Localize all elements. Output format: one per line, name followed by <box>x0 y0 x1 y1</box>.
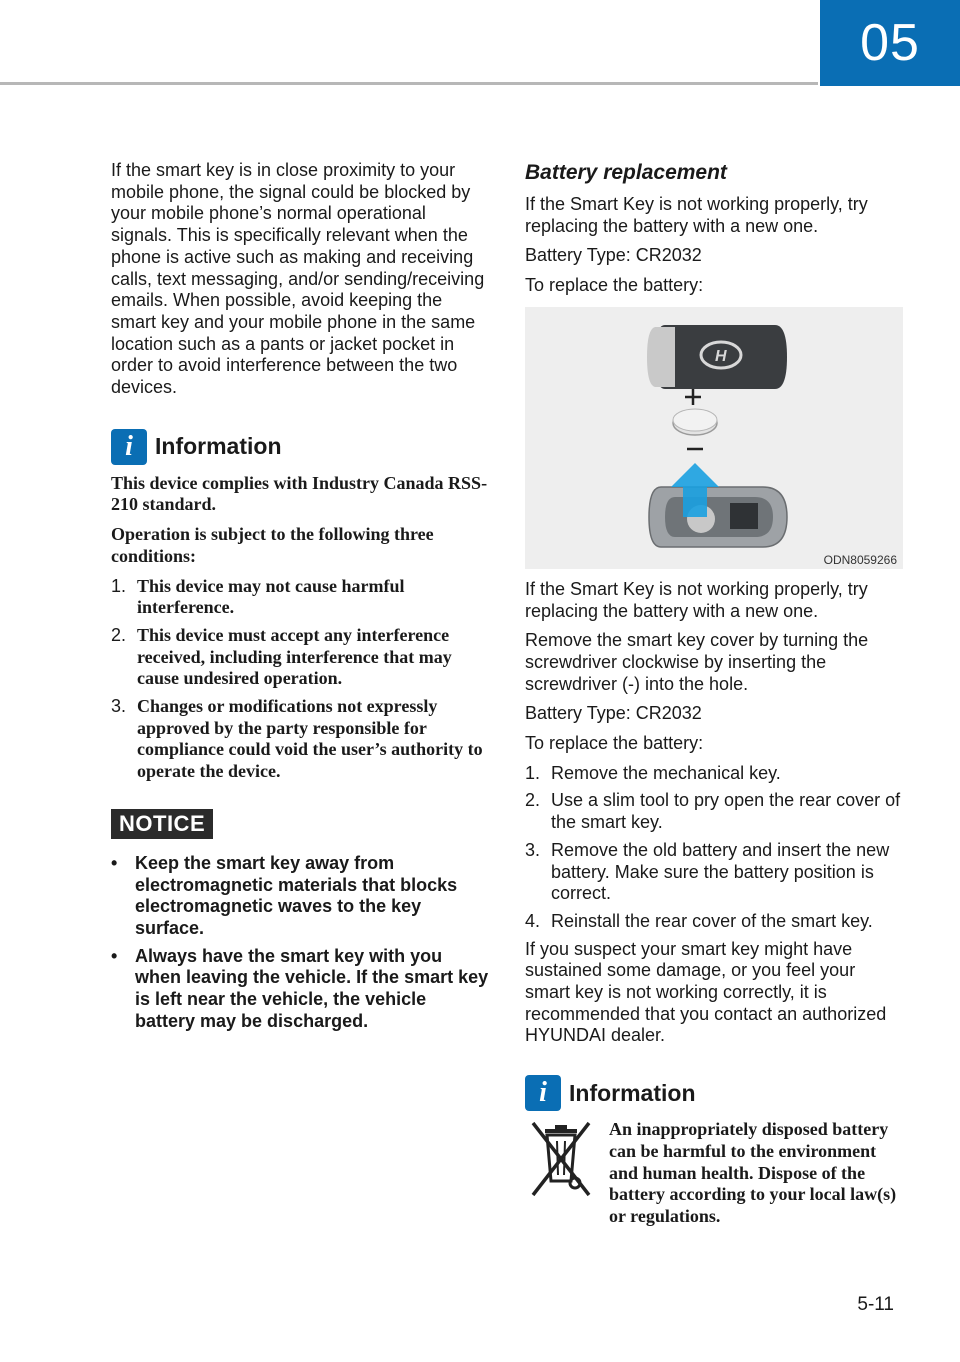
chapter-tab: 05 <box>820 0 960 86</box>
disposal-note <box>525 1119 903 1228</box>
page-number: 5-11 <box>857 1294 894 1315</box>
info-title: Information <box>155 433 282 460</box>
item-number: 1. <box>525 762 541 783</box>
paragraph-4: If the Smart Key is not working properly, try replacing the battery with a new one. <box>525 578 868 621</box>
section-title: Battery replacement <box>525 161 727 184</box>
battery-replacement-figure <box>525 307 903 569</box>
item-number: 2. <box>525 790 541 811</box>
paragraph-5: Remove the smart key cover by turning the screwdriver clockwise by inserting the screwdriver (-) into the hole. <box>525 630 869 694</box>
figure-code: ODN8059266 <box>823 552 897 567</box>
paragraph-7: To replace the battery: <box>525 733 704 754</box>
list-item <box>111 625 489 690</box>
list-item <box>525 763 903 785</box>
disposal-text: An inappropriately disposed battery can be harmful to the environment and human health. Dispose of the battery according to your local law(s) or regulations. <box>609 1119 897 1226</box>
item-number: 2. <box>111 624 127 645</box>
item-text: Keep the smart key away from electromagnetic materials that blocks electromagnetic waves to the key surface. <box>135 852 458 938</box>
item-number: 1. <box>111 575 127 596</box>
item-text: This device must accept any interference received, including interference that may cause undesired operation. <box>137 624 452 689</box>
bullet: • <box>111 852 118 873</box>
notice-label: NOTICE <box>111 809 213 839</box>
item-number: 4. <box>525 910 541 931</box>
bullet: • <box>111 945 118 966</box>
paragraph-6: Battery Type: CR2032 <box>525 703 702 724</box>
info-heading <box>525 1075 903 1111</box>
steps-list <box>525 763 903 933</box>
conditions-list <box>111 576 489 783</box>
svg-text:H: H <box>715 347 727 365</box>
list-item <box>111 576 489 619</box>
smart-key-illustration <box>525 307 903 569</box>
list-item <box>111 853 489 940</box>
item-text: Always have the smart key with you when leaving the vehicle. If the smart key is left near the vehicle, the vehicle battery may be discharged. <box>135 945 489 1031</box>
list-item <box>525 840 903 905</box>
list-item <box>525 911 903 933</box>
info-paragraph-1: This device complies with Industry Canada RSS-210 standard. <box>111 472 488 515</box>
battery-disposal-icon <box>525 1119 597 1199</box>
info-paragraph-2: Operation is subject to the following three conditions: <box>111 524 434 566</box>
info-icon: i <box>525 1075 561 1111</box>
header-rule <box>0 82 818 85</box>
paragraph-1: If the Smart Key is not working properly, try replacing the battery with a new one. <box>525 194 868 236</box>
item-number: 3. <box>111 696 127 717</box>
info-heading <box>111 429 489 465</box>
list-item <box>111 946 489 1033</box>
paragraph-3: To replace the battery: <box>525 275 704 296</box>
notice-list <box>111 853 489 1033</box>
item-number: 3. <box>525 839 541 860</box>
item-text: Remove the old battery and insert the new battery. Make sure the battery position is correct. <box>551 839 890 904</box>
item-text: Reinstall the rear cover of the smart key. <box>551 910 873 931</box>
info-title: Information <box>569 1079 696 1106</box>
item-text: Use a slim tool to pry open the rear cover of the smart key. <box>551 790 901 833</box>
paragraph-2: Battery Type: CR2032 <box>525 245 702 266</box>
item-text: Remove the mechanical key. <box>551 762 781 783</box>
item-text: Changes or modifications not expressly approved by the party responsible for compliance could void the user’s authority to operate the device. <box>137 696 483 782</box>
info-icon: i <box>111 429 147 465</box>
right-column <box>525 160 903 1228</box>
list-item <box>525 790 903 833</box>
paragraph-8: If you suspect your smart key might have sustained some damage, or you feel your smart key is not working correctly, it is recommended that you contact an authorized HYUNDAI dealer. <box>525 938 887 1046</box>
intro-paragraph: If the smart key is in close proximity to your mobile phone, the signal could be blocked by your mobile phone’s normal operational signals. This is specifically relevant when the phone is active such as making and receiving calls, text messaging, and/or sending/receiving emails. When possible, avoid keeping the smart key and your mobile phone in the same location such as a pants or jacket pocket in order to avoid interference between the two devices. <box>111 160 485 398</box>
list-item <box>111 696 489 783</box>
left-column <box>111 160 489 1039</box>
item-text: This device may not cause harmful interference. <box>137 575 405 618</box>
